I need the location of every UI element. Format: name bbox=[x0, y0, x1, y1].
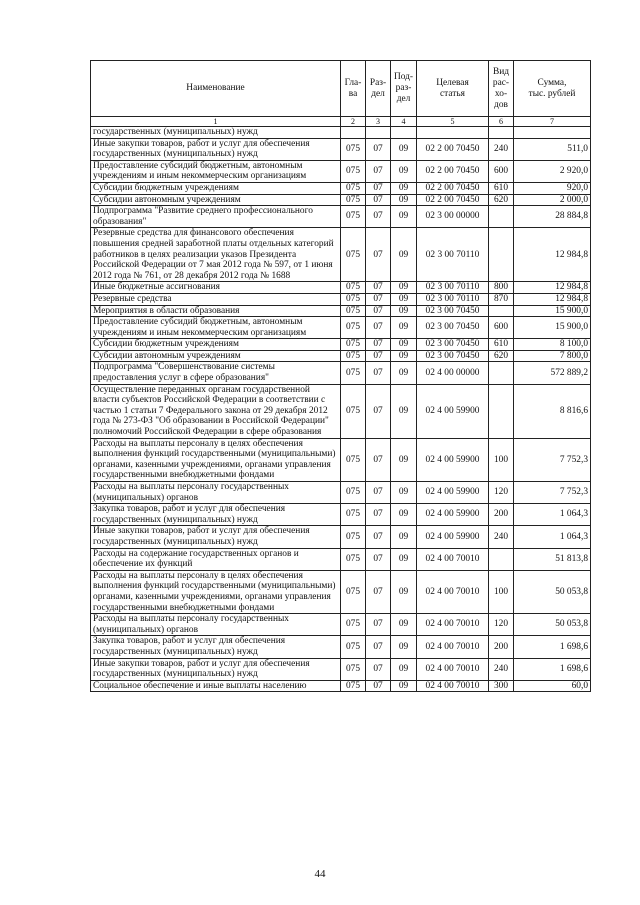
table-row bbox=[91, 282, 591, 294]
row-expense-type: 610 bbox=[489, 182, 514, 194]
row-target: 02 3 00 70110 bbox=[417, 293, 489, 305]
table-row bbox=[91, 614, 591, 636]
row-expense-type: 100 bbox=[489, 570, 514, 613]
row-target: 02 2 00 70450 bbox=[417, 194, 489, 206]
row-amount: 12 984,8 bbox=[514, 228, 591, 282]
table-row bbox=[91, 350, 591, 362]
row-name: Закупка товаров, работ и услуг для обеспечения государственных (муниципальных) нужд bbox=[91, 636, 341, 658]
row-subsection: 09 bbox=[391, 570, 417, 613]
row-expense-type bbox=[489, 206, 514, 228]
row-amount: 2 000,0 bbox=[514, 194, 591, 206]
row-subsection: 09 bbox=[391, 438, 417, 481]
row-amount: 15 900,0 bbox=[514, 317, 591, 339]
table-row bbox=[91, 182, 591, 194]
row-amount: 1 698,6 bbox=[514, 658, 591, 680]
row-section: 07 bbox=[366, 438, 391, 481]
row-amount: 50 053,8 bbox=[514, 570, 591, 613]
row-target: 02 3 00 70450 bbox=[417, 317, 489, 339]
row-target: 02 4 00 59900 bbox=[417, 526, 489, 548]
row-subsection: 09 bbox=[391, 305, 417, 317]
column-number: 1 bbox=[91, 117, 341, 127]
row-section: 07 bbox=[366, 350, 391, 362]
row-amount: 7 752,3 bbox=[514, 438, 591, 481]
row-target: 02 2 00 70450 bbox=[417, 160, 489, 182]
row-section: 07 bbox=[366, 228, 391, 282]
row-section: 07 bbox=[366, 504, 391, 526]
row-section: 07 bbox=[366, 636, 391, 658]
row-expense-type: 620 bbox=[489, 350, 514, 362]
row-target: 02 4 00 59900 bbox=[417, 384, 489, 438]
row-target bbox=[417, 127, 489, 139]
row-chapter: 075 bbox=[341, 384, 366, 438]
row-chapter: 075 bbox=[341, 570, 366, 613]
row-name: Субсидии автономным учреждениям bbox=[91, 194, 341, 206]
row-chapter: 075 bbox=[341, 293, 366, 305]
row-target: 02 4 00 00000 bbox=[417, 362, 489, 384]
row-expense-type: 800 bbox=[489, 282, 514, 294]
row-name: Расходы на выплаты персоналу в целях обеспечения выполнения функций государственными (муниципальными) органами, казенными учреждениями, органами управления государственными внебюджетными фондами bbox=[91, 438, 341, 481]
row-expense-type: 620 bbox=[489, 194, 514, 206]
header-section: Раз- дел bbox=[366, 61, 391, 117]
row-amount: 51 813,8 bbox=[514, 548, 591, 570]
table-row bbox=[91, 293, 591, 305]
row-subsection: 09 bbox=[391, 384, 417, 438]
row-amount: 572 889,2 bbox=[514, 362, 591, 384]
row-expense-type bbox=[489, 384, 514, 438]
row-expense-type: 100 bbox=[489, 438, 514, 481]
row-expense-type bbox=[489, 362, 514, 384]
column-number: 3 bbox=[366, 117, 391, 127]
row-amount: 7 752,3 bbox=[514, 482, 591, 504]
table-row bbox=[91, 438, 591, 481]
row-name: Мероприятия в области образования bbox=[91, 305, 341, 317]
row-name: Субсидии автономным учреждениям bbox=[91, 350, 341, 362]
row-chapter: 075 bbox=[341, 282, 366, 294]
row-target: 02 2 00 70450 bbox=[417, 182, 489, 194]
row-amount: 60,0 bbox=[514, 680, 591, 692]
row-section: 07 bbox=[366, 138, 391, 160]
row-expense-type: 300 bbox=[489, 680, 514, 692]
table-row bbox=[91, 206, 591, 228]
row-chapter: 075 bbox=[341, 548, 366, 570]
row-expense-type: 240 bbox=[489, 138, 514, 160]
row-chapter: 075 bbox=[341, 317, 366, 339]
row-name: Подпрограмма "Совершенствование системы предоставления услуг в сфере образования" bbox=[91, 362, 341, 384]
row-chapter: 075 bbox=[341, 228, 366, 282]
row-amount: 15 900,0 bbox=[514, 305, 591, 317]
table-row bbox=[91, 680, 591, 692]
row-section: 07 bbox=[366, 182, 391, 194]
row-expense-type: 240 bbox=[489, 526, 514, 548]
row-name: Иные закупки товаров, работ и услуг для обеспечения государственных (муниципальных) нужд bbox=[91, 526, 341, 548]
row-expense-type bbox=[489, 548, 514, 570]
row-subsection: 09 bbox=[391, 680, 417, 692]
row-subsection: 09 bbox=[391, 339, 417, 351]
row-target: 02 4 00 70010 bbox=[417, 658, 489, 680]
table-row bbox=[91, 636, 591, 658]
row-target: 02 3 00 70450 bbox=[417, 305, 489, 317]
row-target: 02 3 00 00000 bbox=[417, 206, 489, 228]
table-row bbox=[91, 317, 591, 339]
row-name: Расходы на выплаты персоналу государственных (муниципальных) органов bbox=[91, 614, 341, 636]
row-target: 02 4 00 59900 bbox=[417, 438, 489, 481]
row-name: Закупка товаров, работ и услуг для обеспечения государственных (муниципальных) нужд bbox=[91, 504, 341, 526]
row-name: Расходы на содержание государственных органов и обеспечение их функций bbox=[91, 548, 341, 570]
row-section: 07 bbox=[366, 680, 391, 692]
row-subsection: 09 bbox=[391, 658, 417, 680]
row-expense-type: 120 bbox=[489, 482, 514, 504]
table-row bbox=[91, 127, 591, 139]
table-row bbox=[91, 362, 591, 384]
row-section: 07 bbox=[366, 526, 391, 548]
row-section bbox=[366, 127, 391, 139]
row-section: 07 bbox=[366, 482, 391, 504]
row-section: 07 bbox=[366, 282, 391, 294]
table-row bbox=[91, 570, 591, 613]
row-target: 02 3 00 70450 bbox=[417, 350, 489, 362]
row-section: 07 bbox=[366, 362, 391, 384]
row-expense-type: 200 bbox=[489, 636, 514, 658]
row-chapter: 075 bbox=[341, 614, 366, 636]
table-row bbox=[91, 384, 591, 438]
column-number: 6 bbox=[489, 117, 514, 127]
row-section: 07 bbox=[366, 206, 391, 228]
row-name: Резервные средства для финансового обеспечения повышения средней заработной платы отдельных категорий работников в целях реализации указов Президента Российской Федерации от 7 мая 2012 года № 597, от 1 июня 2012 года № 761, от 28 декабря 2012 года № 1688 bbox=[91, 228, 341, 282]
row-name: Социальное обеспечение и иные выплаты населению bbox=[91, 680, 341, 692]
row-section: 07 bbox=[366, 614, 391, 636]
column-number: 7 bbox=[514, 117, 591, 127]
row-chapter: 075 bbox=[341, 636, 366, 658]
row-name: Подпрограмма "Развитие среднего профессионального образования" bbox=[91, 206, 341, 228]
row-amount: 8 816,6 bbox=[514, 384, 591, 438]
row-target: 02 3 00 70450 bbox=[417, 339, 489, 351]
table-row bbox=[91, 138, 591, 160]
row-section: 07 bbox=[366, 339, 391, 351]
row-expense-type: 120 bbox=[489, 614, 514, 636]
row-chapter: 075 bbox=[341, 504, 366, 526]
row-chapter: 075 bbox=[341, 526, 366, 548]
row-amount: 7 800,0 bbox=[514, 350, 591, 362]
row-chapter: 075 bbox=[341, 680, 366, 692]
table-body bbox=[91, 127, 591, 692]
row-section: 07 bbox=[366, 317, 391, 339]
row-chapter: 075 bbox=[341, 194, 366, 206]
row-subsection: 09 bbox=[391, 362, 417, 384]
row-target: 02 3 00 70110 bbox=[417, 282, 489, 294]
row-subsection: 09 bbox=[391, 206, 417, 228]
budget-table bbox=[90, 60, 591, 692]
row-expense-type bbox=[489, 228, 514, 282]
row-amount: 1 064,3 bbox=[514, 526, 591, 548]
row-subsection: 09 bbox=[391, 482, 417, 504]
row-subsection: 09 bbox=[391, 317, 417, 339]
row-target: 02 4 00 70010 bbox=[417, 548, 489, 570]
row-amount: 12 984,8 bbox=[514, 293, 591, 305]
header-amount: Сумма, тыс. рублей bbox=[514, 61, 591, 117]
row-amount: 8 100,0 bbox=[514, 339, 591, 351]
table-row bbox=[91, 504, 591, 526]
table-header-row bbox=[91, 61, 591, 117]
table-row bbox=[91, 228, 591, 282]
row-section: 07 bbox=[366, 293, 391, 305]
row-target: 02 4 00 70010 bbox=[417, 570, 489, 613]
row-subsection: 09 bbox=[391, 182, 417, 194]
row-amount: 12 984,8 bbox=[514, 282, 591, 294]
row-chapter: 075 bbox=[341, 350, 366, 362]
row-name: Иные закупки товаров, работ и услуг для обеспечения государственных (муниципальных) нужд bbox=[91, 658, 341, 680]
row-name: Субсидии бюджетным учреждениям bbox=[91, 339, 341, 351]
column-number: 4 bbox=[391, 117, 417, 127]
header-expense-type: Вид рас- хо- дов bbox=[489, 61, 514, 117]
table-row bbox=[91, 339, 591, 351]
row-amount: 1 698,6 bbox=[514, 636, 591, 658]
row-chapter: 075 bbox=[341, 482, 366, 504]
column-number: 5 bbox=[417, 117, 489, 127]
row-amount: 28 884,8 bbox=[514, 206, 591, 228]
row-subsection: 09 bbox=[391, 636, 417, 658]
row-chapter: 075 bbox=[341, 160, 366, 182]
table-row bbox=[91, 160, 591, 182]
row-target: 02 4 00 70010 bbox=[417, 680, 489, 692]
row-subsection: 09 bbox=[391, 504, 417, 526]
row-chapter bbox=[341, 127, 366, 139]
row-chapter: 075 bbox=[341, 339, 366, 351]
header-name: Наименование bbox=[91, 61, 341, 117]
row-target: 02 3 00 70110 bbox=[417, 228, 489, 282]
row-chapter: 075 bbox=[341, 305, 366, 317]
row-target: 02 2 00 70450 bbox=[417, 138, 489, 160]
header-target: Целевая статья bbox=[417, 61, 489, 117]
row-amount: 920,0 bbox=[514, 182, 591, 194]
row-subsection: 09 bbox=[391, 138, 417, 160]
row-name: Предоставление субсидий бюджетным, автономным учреждениям и иным некоммерческим организациям bbox=[91, 160, 341, 182]
table-row bbox=[91, 482, 591, 504]
row-subsection: 09 bbox=[391, 194, 417, 206]
row-target: 02 4 00 70010 bbox=[417, 636, 489, 658]
row-expense-type: 200 bbox=[489, 504, 514, 526]
column-number: 2 bbox=[341, 117, 366, 127]
row-chapter: 075 bbox=[341, 658, 366, 680]
row-expense-type: 240 bbox=[489, 658, 514, 680]
header-subsection: Под- раз- дел bbox=[391, 61, 417, 117]
row-subsection: 09 bbox=[391, 350, 417, 362]
row-amount: 2 920,0 bbox=[514, 160, 591, 182]
row-section: 07 bbox=[366, 305, 391, 317]
row-name: Предоставление субсидий бюджетным, автономным учреждениям и иным некоммерческим организациям bbox=[91, 317, 341, 339]
row-target: 02 4 00 70010 bbox=[417, 614, 489, 636]
row-amount: 511,0 bbox=[514, 138, 591, 160]
row-amount: 50 053,8 bbox=[514, 614, 591, 636]
row-expense-type: 870 bbox=[489, 293, 514, 305]
row-subsection: 09 bbox=[391, 614, 417, 636]
table-row bbox=[91, 658, 591, 680]
row-subsection: 09 bbox=[391, 548, 417, 570]
row-expense-type bbox=[489, 127, 514, 139]
header-chapter: Гла- ва bbox=[341, 61, 366, 117]
row-expense-type: 610 bbox=[489, 339, 514, 351]
row-section: 07 bbox=[366, 160, 391, 182]
row-chapter: 075 bbox=[341, 362, 366, 384]
row-target: 02 4 00 59900 bbox=[417, 504, 489, 526]
table-row bbox=[91, 305, 591, 317]
row-subsection: 09 bbox=[391, 526, 417, 548]
row-chapter: 075 bbox=[341, 206, 366, 228]
row-name: Иные бюджетные ассигнования bbox=[91, 282, 341, 294]
row-expense-type bbox=[489, 305, 514, 317]
row-name: Расходы на выплаты персоналу в целях обеспечения выполнения функций государственными (муниципальными) органами, казенными учреждениями, органами управления государственными внебюджетными фондами bbox=[91, 570, 341, 613]
row-amount bbox=[514, 127, 591, 139]
row-subsection: 09 bbox=[391, 228, 417, 282]
row-section: 07 bbox=[366, 194, 391, 206]
row-amount: 1 064,3 bbox=[514, 504, 591, 526]
table-row bbox=[91, 548, 591, 570]
row-name: Резервные средства bbox=[91, 293, 341, 305]
row-name: Расходы на выплаты персоналу государственных (муниципальных) органов bbox=[91, 482, 341, 504]
column-number-row bbox=[91, 117, 591, 127]
row-subsection: 09 bbox=[391, 293, 417, 305]
table-row bbox=[91, 526, 591, 548]
row-section: 07 bbox=[366, 384, 391, 438]
row-subsection: 09 bbox=[391, 160, 417, 182]
page-number: 44 bbox=[314, 868, 326, 880]
row-section: 07 bbox=[366, 570, 391, 613]
row-expense-type: 600 bbox=[489, 160, 514, 182]
row-name: Иные закупки товаров, работ и услуг для обеспечения государственных (муниципальных) нужд bbox=[91, 138, 341, 160]
row-name: Субсидии бюджетным учреждениям bbox=[91, 182, 341, 194]
row-section: 07 bbox=[366, 548, 391, 570]
row-name: Осуществление переданных органам государственной власти субъектов Российской Федерации в соответствии с частью 1 статьи 7 Федерального закона от 29 декабря 2012 года № 273-ФЗ "Об образовании в Российской Федерации" полномочий Российской Федерации в сфере образования bbox=[91, 384, 341, 438]
row-target: 02 4 00 59900 bbox=[417, 482, 489, 504]
row-chapter: 075 bbox=[341, 138, 366, 160]
row-section: 07 bbox=[366, 658, 391, 680]
row-name: государственных (муниципальных) нужд bbox=[91, 127, 341, 139]
row-subsection: 09 bbox=[391, 282, 417, 294]
table-row bbox=[91, 194, 591, 206]
row-subsection bbox=[391, 127, 417, 139]
row-chapter: 075 bbox=[341, 438, 366, 481]
row-expense-type: 600 bbox=[489, 317, 514, 339]
row-chapter: 075 bbox=[341, 182, 366, 194]
